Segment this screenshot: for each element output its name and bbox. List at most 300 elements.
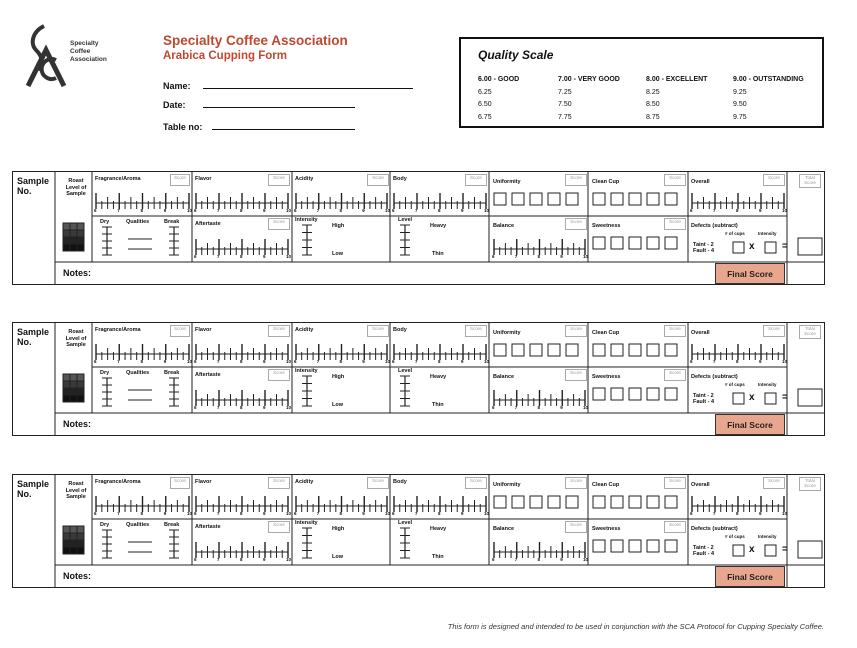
roast-swatch <box>77 540 84 547</box>
score-box[interactable]: Score <box>565 174 587 186</box>
logo-text: Specialty Coffee Association <box>70 40 107 63</box>
scale-number: 9 <box>759 359 762 364</box>
thin-label: Thin <box>432 554 444 560</box>
score-box[interactable]: Score <box>268 325 290 337</box>
roast-swatch <box>77 395 84 402</box>
roast-swatch <box>77 533 84 540</box>
roast-swatch <box>70 374 77 381</box>
overall-label: Overall <box>691 179 710 185</box>
balance-label: Balance <box>493 374 515 380</box>
sweetness-label: Sweetness <box>592 223 621 229</box>
flavor-label: Flavor <box>195 479 212 485</box>
scale-number: 8 <box>240 208 243 213</box>
form-title: Specialty Coffee Association <box>163 33 348 48</box>
intensity-label: Intensity <box>295 217 318 223</box>
score-box[interactable]: Score <box>664 521 686 533</box>
body-label: Body <box>393 176 407 182</box>
cup-checkbox[interactable] <box>665 193 677 205</box>
intensity-small-label: Intensity <box>758 382 777 387</box>
cup-checkbox[interactable] <box>611 540 623 552</box>
cups-input[interactable] <box>733 393 744 404</box>
scale-number: 10 <box>187 359 193 364</box>
scale-number: 7 <box>713 208 716 213</box>
heavy-label: Heavy <box>430 223 447 229</box>
cup-checkbox[interactable] <box>611 237 623 249</box>
taint-label: Taint - 2 <box>693 393 714 399</box>
roast-swatch <box>63 237 70 244</box>
cup-checkbox[interactable] <box>512 344 524 356</box>
roast-swatch <box>77 230 84 237</box>
score-box[interactable]: Score <box>565 477 587 489</box>
scale-number: 10 <box>286 557 292 562</box>
cup-checkbox[interactable] <box>647 344 659 356</box>
score-box[interactable]: Score <box>268 218 290 230</box>
roast-swatch <box>77 388 84 395</box>
sample-no-label: Sample No. <box>17 327 50 347</box>
roast-swatch <box>77 374 84 381</box>
scale-number: 6 <box>492 254 495 259</box>
roast-swatch <box>77 237 84 244</box>
break-label: Break <box>164 370 180 376</box>
scale-number: 10 <box>583 254 589 259</box>
scale-number: 9 <box>263 208 266 213</box>
score-box[interactable]: Score <box>664 218 686 230</box>
intensity-input[interactable] <box>765 545 776 556</box>
scale-number: 8 <box>339 511 343 516</box>
times-sign: x <box>749 241 755 252</box>
intensity-label: Intensity <box>295 368 318 374</box>
cup-checkbox[interactable] <box>530 496 542 508</box>
cup-checkbox[interactable] <box>566 193 578 205</box>
score-box[interactable]: Score <box>664 174 686 186</box>
scale-number: 8 <box>240 511 243 516</box>
fault-label: Fault - 4 <box>693 399 715 405</box>
roast-swatch <box>70 230 77 237</box>
footnote: This form is designed and intended to be used in conjunction with the SCA Protocol for Cupping Specialty Coffee. <box>447 622 824 631</box>
cup-checkbox[interactable] <box>629 540 641 552</box>
thin-label: Thin <box>432 402 444 408</box>
scale-number: 10 <box>286 208 292 213</box>
scale-number: 8 <box>140 359 144 364</box>
score-box[interactable]: Total Score <box>799 477 821 491</box>
roast-swatch <box>70 388 77 395</box>
cupping-form-2 <box>12 322 825 436</box>
cup-checkbox[interactable] <box>566 496 578 508</box>
cup-checkbox[interactable] <box>611 388 623 400</box>
score-box[interactable]: Score <box>367 174 389 186</box>
cup-checkbox[interactable] <box>566 344 578 356</box>
thin-label: Thin <box>432 251 444 257</box>
scale-number: 9 <box>560 254 563 259</box>
score-box[interactable]: Total Score <box>799 325 821 339</box>
level-label: Level <box>398 368 413 374</box>
level-label: Level <box>398 217 413 223</box>
cup-checkbox[interactable] <box>665 388 677 400</box>
scale-number: 6 <box>392 359 395 364</box>
score-box[interactable]: Score <box>268 521 290 533</box>
scale-number: 9 <box>461 359 464 364</box>
score-box[interactable]: Score <box>465 174 487 186</box>
scale-number: 6 <box>194 359 197 364</box>
balance-label: Balance <box>493 526 515 532</box>
times-sign: x <box>749 544 755 555</box>
balance-label: Balance <box>493 223 515 229</box>
low-label: Low <box>332 251 343 257</box>
equals-sign: = <box>782 544 788 555</box>
scale-number: 7 <box>117 359 120 364</box>
score-box[interactable]: Score <box>565 369 587 381</box>
flavor-label: Flavor <box>195 327 212 333</box>
heavy-label: Heavy <box>430 526 447 532</box>
score-box[interactable]: Score <box>763 477 785 489</box>
final-score-box[interactable]: Final Score <box>715 566 785 587</box>
cup-checkbox[interactable] <box>629 344 641 356</box>
defects-label: Defects (subtract) <box>691 223 738 229</box>
defect-total-input[interactable] <box>798 541 822 558</box>
taint-label: Taint - 2 <box>693 545 714 551</box>
cup-checkbox[interactable] <box>494 344 506 356</box>
score-box[interactable]: Score <box>664 477 686 489</box>
high-label: High <box>332 374 345 380</box>
sca-logo-mark <box>22 24 72 90</box>
scale-number: 6 <box>690 208 693 213</box>
scale-number: 7 <box>117 511 120 516</box>
scale-number: 9 <box>163 359 167 364</box>
scale-number: 7 <box>415 511 418 516</box>
scale-number: 6 <box>194 254 197 259</box>
scale-number: 8 <box>339 208 343 213</box>
name-label: Name: <box>163 81 191 91</box>
scale-number: 9 <box>362 208 365 213</box>
quality-scale-column: 9.00 - OUTSTANDING 9.25 9.50 9.75 <box>733 76 804 121</box>
cupping-form-3 <box>12 474 825 588</box>
scale-number: 7 <box>713 359 716 364</box>
roast-swatch <box>70 526 77 533</box>
cup-checkbox[interactable] <box>593 388 605 400</box>
sweetness-label: Sweetness <box>592 374 621 380</box>
table-no-field[interactable] <box>212 129 355 130</box>
sample-no-label: Sample No. <box>17 479 50 499</box>
scale-number: 8 <box>140 511 144 516</box>
cup-checkbox[interactable] <box>647 496 659 508</box>
scale-number: 7 <box>316 359 320 364</box>
scale-number: 7 <box>316 511 320 516</box>
form-subtitle: Arabica Cupping Form <box>163 50 287 62</box>
cup-checkbox[interactable] <box>593 496 605 508</box>
body-label: Body <box>393 327 407 333</box>
scale-number: 9 <box>560 405 563 410</box>
scale-number: 6 <box>690 359 693 364</box>
scale-number: 10 <box>782 359 788 364</box>
roast-swatch <box>77 547 84 554</box>
date-label: Date: <box>163 100 186 110</box>
scale-number: 6 <box>194 208 197 213</box>
roast-swatch <box>63 547 70 554</box>
score-box[interactable]: Score <box>170 477 190 489</box>
cup-checkbox[interactable] <box>665 496 677 508</box>
aftertaste-label: Aftertaste <box>195 221 221 227</box>
acidity-label: Acidity <box>295 479 314 485</box>
cup-checkbox[interactable] <box>593 344 605 356</box>
score-box[interactable]: Score <box>367 325 389 337</box>
intensity-input[interactable] <box>765 242 776 253</box>
scale-number: 10 <box>187 208 193 213</box>
roast-swatch <box>63 223 70 230</box>
cup-checkbox[interactable] <box>611 344 623 356</box>
scale-number: 9 <box>263 254 266 259</box>
scale-number: 6 <box>94 511 97 516</box>
defect-total-input[interactable] <box>798 389 822 406</box>
scale-number: 9 <box>163 511 167 516</box>
scale-number: 7 <box>514 405 518 410</box>
clean-cup-label: Clean Cup <box>592 482 620 488</box>
cup-checkbox[interactable] <box>593 237 605 249</box>
cup-checkbox[interactable] <box>593 540 605 552</box>
cups-label: # of cups <box>725 534 745 539</box>
scale-number: 10 <box>484 208 490 213</box>
cups-input[interactable] <box>733 242 744 253</box>
roast-level-label: Roast Level of Sample <box>65 329 87 348</box>
final-score-box[interactable]: Final Score <box>715 263 785 284</box>
roast-swatch <box>70 381 77 388</box>
scale-number: 7 <box>514 557 518 562</box>
score-box[interactable]: Total Score <box>799 174 821 188</box>
scale-number: 8 <box>438 359 441 364</box>
scale-number: 7 <box>117 208 120 213</box>
level-label: Level <box>398 520 413 526</box>
low-label: Low <box>332 554 343 560</box>
cup-checkbox[interactable] <box>665 540 677 552</box>
scale-number: 6 <box>392 208 395 213</box>
cupping-form-1 <box>12 171 825 285</box>
scale-number: 9 <box>263 405 266 410</box>
scale-number: 8 <box>240 254 243 259</box>
score-box[interactable]: Score <box>268 174 290 186</box>
break-label: Break <box>164 522 180 528</box>
score-box[interactable]: Score <box>664 325 686 337</box>
fault-label: Fault - 4 <box>693 248 715 254</box>
roast-swatch <box>63 388 70 395</box>
cup-checkbox[interactable] <box>647 193 659 205</box>
scale-number: 6 <box>294 208 297 213</box>
quality-scale-title: Quality Scale <box>478 48 554 62</box>
scale-number: 7 <box>217 405 220 410</box>
cup-checkbox[interactable] <box>629 496 641 508</box>
scale-number: 9 <box>263 359 266 364</box>
score-box[interactable]: Score <box>465 325 487 337</box>
scale-number: 10 <box>782 511 788 516</box>
scale-number: 8 <box>537 254 541 259</box>
roast-swatch <box>70 533 77 540</box>
scale-number: 8 <box>240 405 243 410</box>
scale-number: 8 <box>736 359 739 364</box>
name-field[interactable] <box>203 88 413 89</box>
acidity-label: Acidity <box>295 176 314 182</box>
sample-no-label: Sample No. <box>17 176 50 196</box>
scale-number: 9 <box>163 208 167 213</box>
roast-swatch <box>63 395 70 402</box>
roast-swatch <box>63 540 70 547</box>
scale-number: 9 <box>759 208 762 213</box>
sweetness-label: Sweetness <box>592 526 621 532</box>
roast-swatch <box>70 223 77 230</box>
qualities-label: Qualities <box>126 522 150 528</box>
scale-number: 10 <box>583 405 589 410</box>
final-score-box[interactable]: Final Score <box>715 414 785 435</box>
score-box[interactable]: Score <box>565 218 587 230</box>
scale-number: 6 <box>194 511 197 516</box>
cup-checkbox[interactable] <box>548 344 560 356</box>
clean-cup-label: Clean Cup <box>592 179 620 185</box>
cup-checkbox[interactable] <box>530 344 542 356</box>
scale-number: 10 <box>187 511 193 516</box>
intensity-label: Intensity <box>295 520 318 526</box>
roast-swatch <box>63 381 70 388</box>
scale-number: 6 <box>94 208 97 213</box>
cups-input[interactable] <box>733 545 744 556</box>
scale-number: 10 <box>385 511 391 516</box>
dry-label: Dry <box>100 522 110 528</box>
roast-swatch <box>70 244 77 251</box>
roast-swatch <box>70 540 77 547</box>
overall-label: Overall <box>691 330 710 336</box>
scale-number: 8 <box>438 208 441 213</box>
cup-checkbox[interactable] <box>647 388 659 400</box>
scale-number: 10 <box>583 557 589 562</box>
roast-level-label: Roast Level of Sample <box>65 178 87 197</box>
cup-checkbox[interactable] <box>647 540 659 552</box>
cup-checkbox[interactable] <box>494 193 506 205</box>
scale-number: 10 <box>286 359 292 364</box>
notes-label: Notes: <box>63 419 92 429</box>
equals-sign: = <box>782 392 788 403</box>
roast-swatch <box>63 230 70 237</box>
scale-number: 7 <box>514 254 518 259</box>
taint-label: Taint - 2 <box>693 242 714 248</box>
scale-number: 7 <box>217 208 220 213</box>
scale-number: 10 <box>782 208 788 213</box>
scale-number: 7 <box>713 511 716 516</box>
scale-number: 7 <box>217 359 220 364</box>
roast-swatch <box>70 547 77 554</box>
cup-checkbox[interactable] <box>512 496 524 508</box>
body-label: Body <box>393 479 407 485</box>
score-box[interactable]: Score <box>763 174 785 186</box>
score-box[interactable]: Score <box>565 325 587 337</box>
intensity-input[interactable] <box>765 393 776 404</box>
scale-number: 7 <box>217 511 220 516</box>
scale-number: 10 <box>286 254 292 259</box>
cup-checkbox[interactable] <box>593 193 605 205</box>
roast-level-label: Roast Level of Sample <box>65 481 87 500</box>
cup-checkbox[interactable] <box>629 237 641 249</box>
cup-checkbox[interactable] <box>611 496 623 508</box>
score-box[interactable]: Score <box>170 325 190 337</box>
cup-checkbox[interactable] <box>665 344 677 356</box>
fragrance-label: Fragrance/Aroma <box>95 176 141 182</box>
scale-number: 6 <box>492 405 495 410</box>
roast-swatch <box>63 374 70 381</box>
scale-number: 6 <box>492 557 495 562</box>
scale-number: 8 <box>537 405 541 410</box>
defect-total-input[interactable] <box>798 238 822 255</box>
intensity-small-label: Intensity <box>758 231 777 236</box>
scale-number: 6 <box>294 511 297 516</box>
cup-checkbox[interactable] <box>629 388 641 400</box>
score-box[interactable]: Score <box>664 369 686 381</box>
cup-checkbox[interactable] <box>512 193 524 205</box>
scale-number: 10 <box>385 208 391 213</box>
scale-number: 8 <box>438 511 441 516</box>
low-label: Low <box>332 402 343 408</box>
scale-number: 8 <box>240 359 243 364</box>
scale-number: 8 <box>537 557 541 562</box>
score-box[interactable]: Score <box>763 325 785 337</box>
fragrance-label: Fragrance/Aroma <box>95 479 141 485</box>
roast-swatch <box>77 381 84 388</box>
score-box[interactable]: Score <box>367 477 389 489</box>
date-field[interactable] <box>203 107 355 108</box>
fault-label: Fault - 4 <box>693 551 715 557</box>
roast-swatch <box>77 244 84 251</box>
score-box[interactable]: Score <box>565 521 587 533</box>
scale-number: 6 <box>392 511 395 516</box>
cup-checkbox[interactable] <box>665 237 677 249</box>
cup-checkbox[interactable] <box>629 193 641 205</box>
scale-number: 9 <box>560 557 563 562</box>
scale-number: 9 <box>461 511 464 516</box>
score-box[interactable]: Score <box>170 174 190 186</box>
scale-number: 7 <box>316 208 320 213</box>
aftertaste-label: Aftertaste <box>195 372 221 378</box>
flavor-label: Flavor <box>195 176 212 182</box>
defects-label: Defects (subtract) <box>691 374 738 380</box>
scale-number: 9 <box>759 511 762 516</box>
score-box[interactable]: Score <box>268 369 290 381</box>
cup-checkbox[interactable] <box>548 496 560 508</box>
cup-checkbox[interactable] <box>494 496 506 508</box>
uniformity-label: Uniformity <box>493 330 521 336</box>
fragrance-label: Fragrance/Aroma <box>95 327 141 333</box>
score-box[interactable]: Score <box>465 477 487 489</box>
high-label: High <box>332 526 345 532</box>
cups-label: # of cups <box>725 382 745 387</box>
notes-label: Notes: <box>63 571 92 581</box>
roast-swatch <box>70 395 77 402</box>
dry-label: Dry <box>100 370 110 376</box>
scale-number: 6 <box>94 359 97 364</box>
cup-checkbox[interactable] <box>548 193 560 205</box>
scale-number: 9 <box>362 359 365 364</box>
score-box[interactable]: Score <box>268 477 290 489</box>
dry-label: Dry <box>100 219 110 225</box>
scale-number: 9 <box>461 208 464 213</box>
aftertaste-label: Aftertaste <box>195 524 221 530</box>
qualities-label: Qualities <box>126 370 150 376</box>
intensity-small-label: Intensity <box>758 534 777 539</box>
roast-swatch <box>63 244 70 251</box>
roast-swatch <box>70 237 77 244</box>
scale-number: 9 <box>263 511 266 516</box>
scale-number: 7 <box>217 557 220 562</box>
scale-number: 10 <box>286 511 292 516</box>
high-label: High <box>332 223 345 229</box>
roast-swatch <box>63 533 70 540</box>
scale-number: 6 <box>194 405 197 410</box>
cup-checkbox[interactable] <box>611 193 623 205</box>
cup-checkbox[interactable] <box>647 237 659 249</box>
cup-checkbox[interactable] <box>530 193 542 205</box>
